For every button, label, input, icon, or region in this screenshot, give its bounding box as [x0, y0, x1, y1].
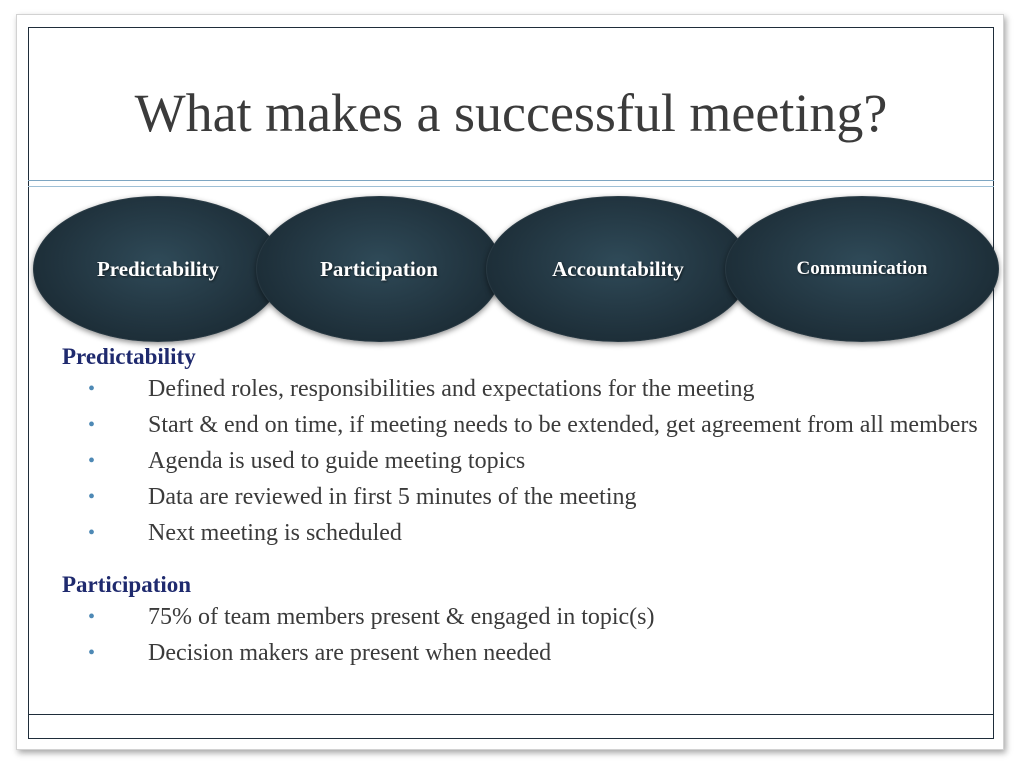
bullet-icon: •	[88, 522, 96, 544]
bullet-icon: •	[88, 642, 96, 664]
bullet-icon: •	[88, 486, 96, 508]
slide-body	[62, 342, 982, 676]
footer-divider	[28, 714, 994, 715]
bullet-list-predictability	[62, 376, 982, 546]
list-item	[62, 412, 982, 438]
section-heading-participation: Participation	[62, 572, 192, 597]
pill-label: Participation	[320, 256, 438, 281]
bullet-icon: •	[88, 450, 96, 472]
section-spacer	[62, 556, 982, 570]
bullet-text: Start & end on time, if meeting needs to be extended, get agreement from all members	[148, 412, 978, 438]
title-divider	[28, 180, 994, 181]
list-item	[62, 484, 982, 510]
list-item	[62, 520, 982, 546]
pill-label: Predictability	[96, 256, 220, 281]
list-item	[62, 376, 982, 402]
list-item	[62, 604, 982, 630]
bullet-text: Next meeting is scheduled	[148, 520, 402, 546]
title-divider-secondary	[28, 186, 994, 187]
bullet-icon: •	[88, 606, 96, 628]
pill-label: Communication	[796, 258, 928, 279]
section-heading-predictability: Predictability	[62, 344, 196, 369]
bullet-text: 75% of team members present & engaged in topic(s)	[148, 604, 655, 630]
slide-title: What makes a successful meeting?	[134, 83, 888, 143]
list-item	[62, 448, 982, 474]
list-item	[62, 640, 982, 666]
bullet-text: Data are reviewed in first 5 minutes of the meeting	[148, 484, 637, 510]
bullet-text: Defined roles, responsibilities and expectations for the meeting	[148, 376, 755, 402]
bullet-list-participation	[62, 604, 982, 666]
bullet-icon: •	[88, 414, 96, 436]
bullet-text: Agenda is used to guide meeting topics	[148, 448, 526, 474]
pill-label: Accountability	[552, 256, 684, 281]
bullet-text: Decision makers are present when needed	[148, 640, 552, 666]
bullet-icon: •	[88, 378, 96, 400]
